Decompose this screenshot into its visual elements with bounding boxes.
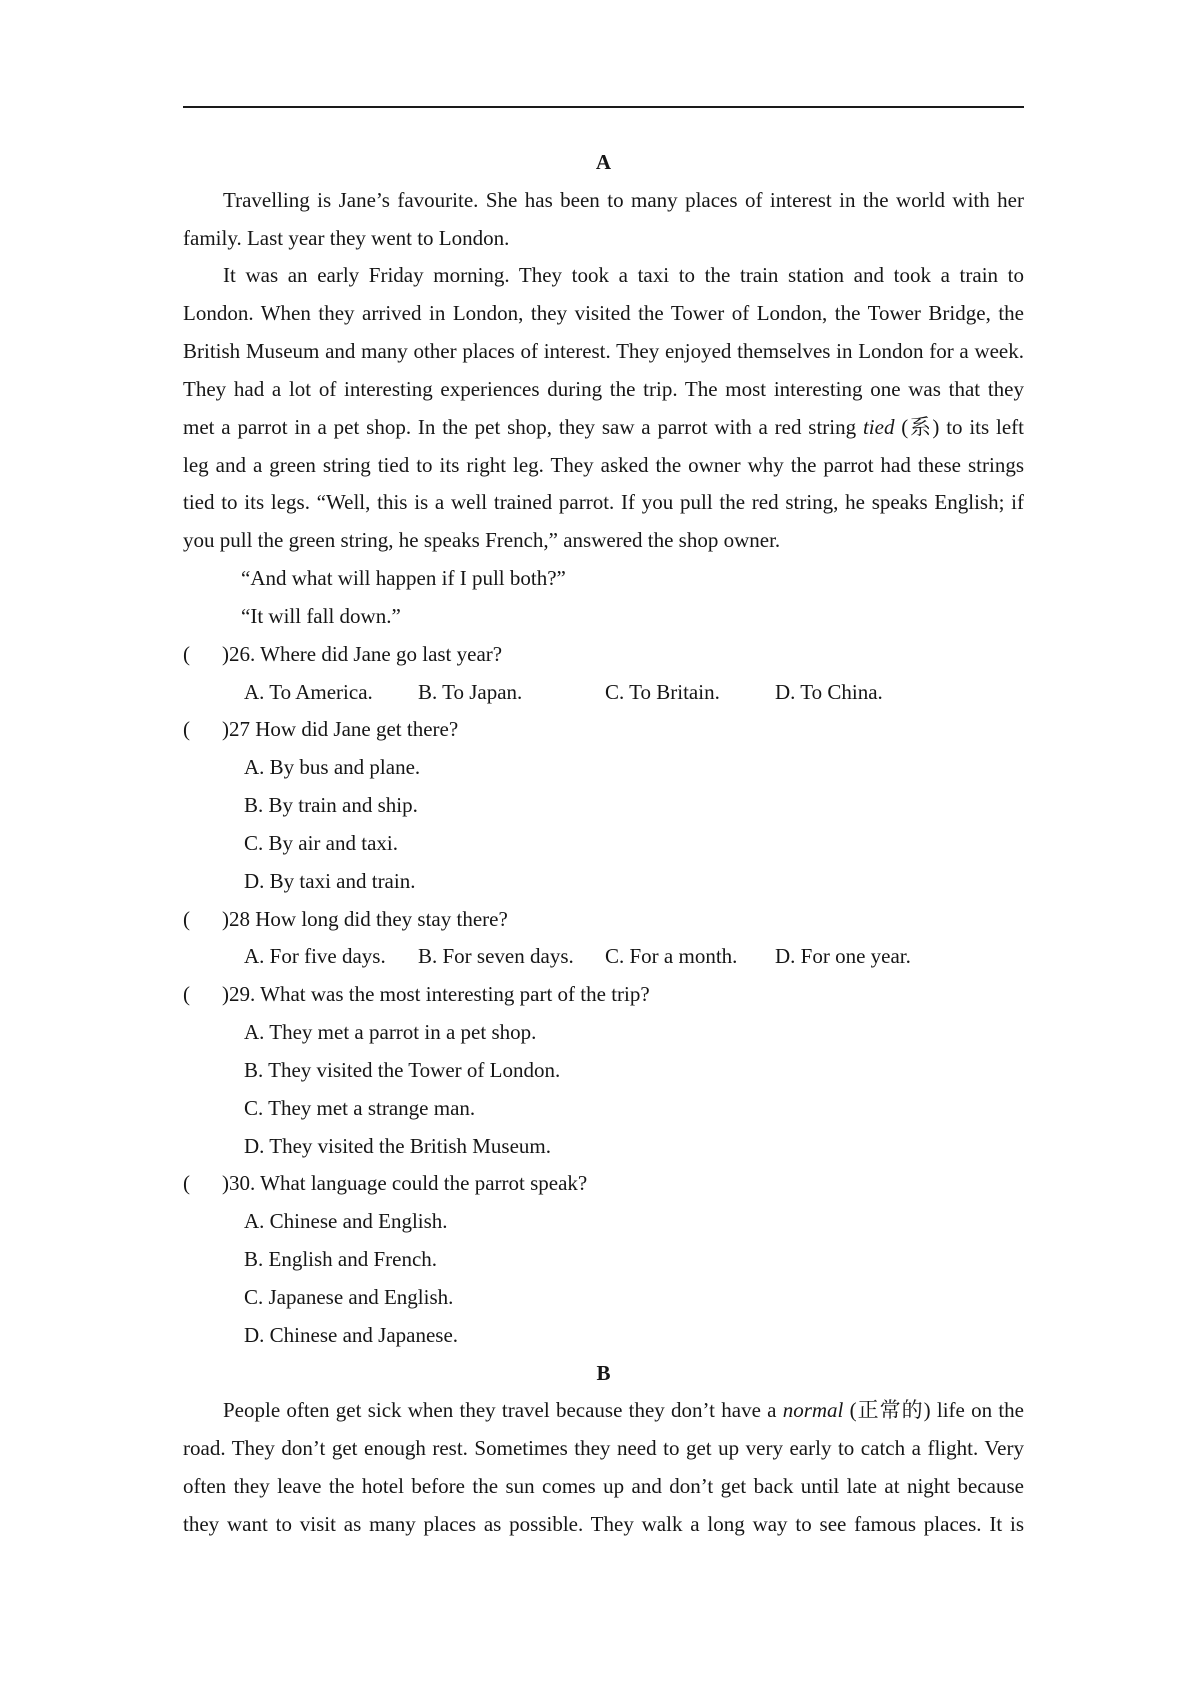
option-item: D. To China. (775, 679, 883, 704)
option-item: B. English and French. (244, 1247, 438, 1272)
question-number: )29. (222, 982, 256, 1007)
answer-paren-open: ( (183, 1171, 190, 1196)
option-line (183, 1317, 1024, 1355)
passage-a-dialogue (183, 560, 1024, 636)
option-line (183, 825, 1024, 863)
question-line (183, 976, 1024, 1014)
option-item: B. For seven days. (418, 944, 574, 969)
text-run: often they leave the hotel before the sun comes up and don’t get back until late at night because (183, 1473, 1024, 1498)
option-item: D. For one year. (775, 944, 911, 969)
option-item: A. By bus and plane. (244, 755, 421, 780)
passage-line (183, 182, 1024, 220)
italic-gloss-word: normal (782, 1398, 844, 1423)
section-a-heading: A (595, 150, 612, 174)
option-item: C. For a month. (605, 944, 738, 969)
answer-paren-open: ( (183, 906, 190, 931)
options-row (183, 938, 1024, 976)
header-rule (183, 106, 1024, 108)
answer-paren-open: ( (183, 717, 190, 742)
text-run: It was an early Friday morning. They took a taxi to the train station and took a train to (223, 263, 1024, 288)
text-run: leg and a green string tied to its right leg. They asked the owner why the parrot had these strings (183, 452, 1024, 477)
question-text: What language could the parrot speak? (260, 1171, 588, 1196)
option-item: B. To Japan. (418, 679, 523, 704)
passage-line (183, 1506, 1024, 1544)
passage-line (183, 409, 1024, 447)
option-line (183, 787, 1024, 825)
text-run: family. Last year they went to London. (183, 225, 510, 250)
option-line (183, 1128, 1024, 1166)
option-item: A. To America. (244, 679, 373, 704)
section-b-heading: B (596, 1360, 611, 1385)
passage-line (183, 371, 1024, 409)
text-run: British Museum and many other places of interest. They enjoyed themselves in London for a week. (183, 339, 1024, 364)
option-item: B. By train and ship. (244, 793, 418, 818)
text-run: Travelling is Jane’s favourite. She has been to many places of interest in the world with her (223, 187, 1024, 212)
text-run: they want to visit as many places as possible. They walk a long way to see famous places. It is (183, 1511, 1024, 1536)
exam-content (183, 144, 1024, 1544)
italic-gloss-word: tied (862, 414, 895, 439)
passage-a-paragraph-2 (183, 257, 1024, 560)
option-item: A. For five days. (244, 944, 386, 969)
passage-line (183, 447, 1024, 485)
text-run: They had a lot of interesting experiences during the trip. The most interesting one was that they (183, 376, 1024, 401)
passage-line (183, 220, 1024, 258)
question-number: )27 (222, 717, 250, 742)
passage-line (183, 484, 1024, 522)
question-number: )30. (222, 1171, 256, 1196)
option-item: D. By taxi and train. (244, 868, 416, 893)
text-run: People often get sick when they travel because they don’t have a (223, 1398, 783, 1423)
answer-blank (190, 735, 222, 736)
passage-line (183, 1392, 1024, 1430)
answer-blank (190, 660, 222, 661)
passage-line (183, 522, 1024, 560)
passage-line (183, 333, 1024, 371)
answer-blank (190, 1189, 222, 1190)
option-line (183, 1052, 1024, 1090)
answer-blank (190, 925, 222, 926)
question-text: Where did Jane go last year? (260, 641, 503, 666)
question-text: How did Jane get there? (255, 717, 459, 742)
question-text: How long did they stay there? (255, 906, 508, 931)
passage-line (183, 1430, 1024, 1468)
question-line (183, 636, 1024, 674)
passage-line (183, 295, 1024, 333)
text-run: met a parrot in a pet shop. In the pet shop, they saw a parrot with a red string (183, 414, 863, 439)
question-number: )26. (222, 641, 256, 666)
passage-b-paragraph-1 (183, 1392, 1024, 1543)
passage-a-paragraph-1 (183, 182, 1024, 258)
passage-line (183, 1468, 1024, 1506)
dialogue-line: “It will fall down.” (241, 603, 401, 628)
option-item: D. Chinese and Japanese. (244, 1322, 459, 1347)
option-item: C. They met a strange man. (244, 1095, 476, 1120)
option-item: A. They met a parrot in a pet shop. (244, 1020, 537, 1045)
passage-line (183, 257, 1024, 295)
text-run: (正常的) life on the (843, 1398, 1024, 1423)
option-line (183, 749, 1024, 787)
option-item: B. They visited the Tower of London. (244, 1057, 561, 1082)
text-run: road. They don’t get enough rest. Sometimes they need to get up very early to catch a flight. Very (183, 1436, 1024, 1461)
question-line (183, 711, 1024, 749)
question-line (183, 901, 1024, 939)
option-line (183, 1241, 1024, 1279)
answer-paren-open: ( (183, 982, 190, 1007)
option-line (183, 863, 1024, 901)
text-run: London. When they arrived in London, they visited the Tower of London, the Tower Bridge, the (183, 301, 1024, 326)
option-line (183, 1279, 1024, 1317)
text-run: (系) to its left (894, 414, 1024, 439)
question-line (183, 1165, 1024, 1203)
text-run: you pull the green string, he speaks French,” answered the shop owner. (183, 528, 781, 553)
option-item: C. By air and taxi. (244, 830, 398, 855)
option-item: A. Chinese and English. (244, 1209, 448, 1234)
question-number: )28 (222, 906, 250, 931)
option-item: D. They visited the British Museum. (244, 1133, 552, 1158)
dialogue-line: “And what will happen if I pull both?” (241, 566, 566, 591)
answer-blank (190, 1000, 222, 1001)
text-run: tied to its legs. “Well, this is a well trained parrot. If you pull the red string, he speaks English; if (183, 490, 1024, 515)
option-item: C. Japanese and English. (244, 1284, 454, 1309)
section-a-questions (183, 636, 1024, 1355)
options-row (183, 674, 1024, 712)
option-line (183, 1014, 1024, 1052)
option-line (183, 1090, 1024, 1128)
question-text: What was the most interesting part of the trip? (260, 982, 650, 1007)
option-line (183, 1203, 1024, 1241)
answer-paren-open: ( (183, 641, 190, 666)
option-item: C. To Britain. (605, 679, 720, 704)
